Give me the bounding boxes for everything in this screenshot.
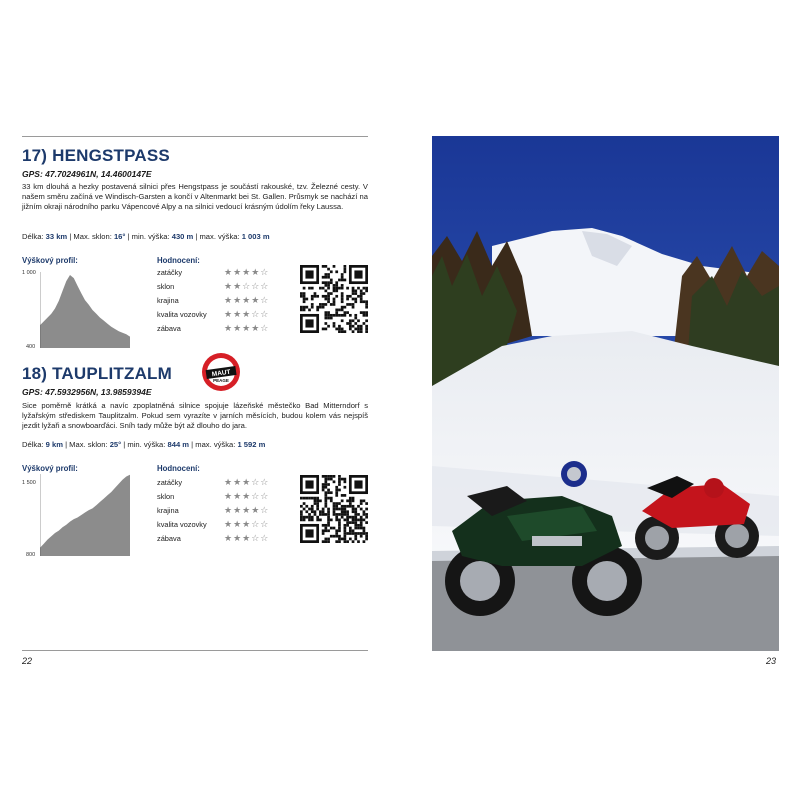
right-page [400,0,800,800]
qr-code-icon[interactable] [300,475,368,543]
elevation-area [40,275,130,348]
star-rating: ★★★★☆ [224,267,270,277]
profile-ymax: 1 500 [22,480,36,486]
toll-sign-icon [201,352,241,392]
profile-ymin: 800 [26,552,36,558]
route-description: 33 km dlouhá a hezky postavená silnici přes Hengstpass je součástí rakouské, tzv. Železné cesty. V našem směru začíná ve Windisch-Garsten a končí v Altenmarkt bei St. Gallen. Průsmyk se nachází na jižním okraji národního parku Vápencové Alpy a na silnici vedoucí krásným údolím řeky Laussa. [22,182,368,212]
rating-label-road-quality: kvalita vozovky [157,520,207,529]
rating-label-slope: sklon [157,282,175,291]
bottom-rule [22,650,368,651]
toll-sign-text-peage: PEAGE [213,378,229,383]
star-rating: ★★★☆☆ [224,533,270,543]
top-rule [22,136,368,137]
route-description: Sice poměrně krátká a navíc zpoplatněná silnice spojuje lázeňské městečko Bad Mitterndorf s lyžařským střediskem Tauplitzalm. Pokud sem vyrazíte v jarních měsících, budou kolem vás nejspíš jezdit lyžaři a snowboarďáci. Sníh tady může být až dlouho do jara. [22,401,368,431]
star-rating: ★★☆☆☆ [224,281,270,291]
profile-label: Výškový profil: [22,256,78,265]
rating-label-curves: zatáčky [157,268,183,277]
profile-ymax: 1 000 [22,270,36,276]
star-rating: ★★★☆☆ [224,519,270,529]
star-rating: ★★★☆☆ [224,477,270,487]
rating-label: Hodnocení: [157,464,200,473]
page-number: 22 [22,656,33,666]
snowy-pass-motorcycles-photo [432,136,779,651]
star-rating: ★★★★☆ [224,323,270,333]
elevation-area [40,475,130,556]
profile-ymin: 400 [26,344,36,350]
rating-label-fun: zábava [157,534,181,543]
route-title: 17) HENGSTPASS [22,146,170,165]
star-rating: ★★★★☆ [224,505,270,515]
star-rating: ★★★☆☆ [224,309,270,319]
star-rating: ★★★☆☆ [224,491,270,501]
rating-label: Hodnocení: [157,256,200,265]
gps-coordinates: GPS: 47.5932956N, 13.9859394E [22,387,152,397]
route-stats: Délka: 9 km | Max. sklon: 25° | min. výška: 844 m | max. výška: 1 592 m [22,440,266,449]
page-number: 23 [766,656,777,666]
elevation-profile-chart [40,474,130,556]
rating-label-curves: zatáčky [157,478,183,487]
route-title: 18) TAUPLITZALM [22,364,173,383]
elevation-profile-chart [40,272,130,348]
qr-code-icon[interactable] [300,265,368,333]
rating-label-scenery: krajina [157,506,179,515]
profile-label: Výškový profil: [22,464,78,473]
star-rating: ★★★★☆ [224,295,270,305]
route-stats: Délka: 33 km | Max. sklon: 16° | min. výška: 430 m | max. výška: 1 003 m [22,232,270,241]
gps-coordinates: GPS: 47.7024961N, 14.4600147E [22,169,152,179]
rating-label-slope: sklon [157,492,175,501]
rating-label-road-quality: kvalita vozovky [157,310,207,319]
toll-sign-text-maut: MAUT [211,368,231,379]
rating-label-fun: zábava [157,324,181,333]
rating-label-scenery: krajina [157,296,179,305]
